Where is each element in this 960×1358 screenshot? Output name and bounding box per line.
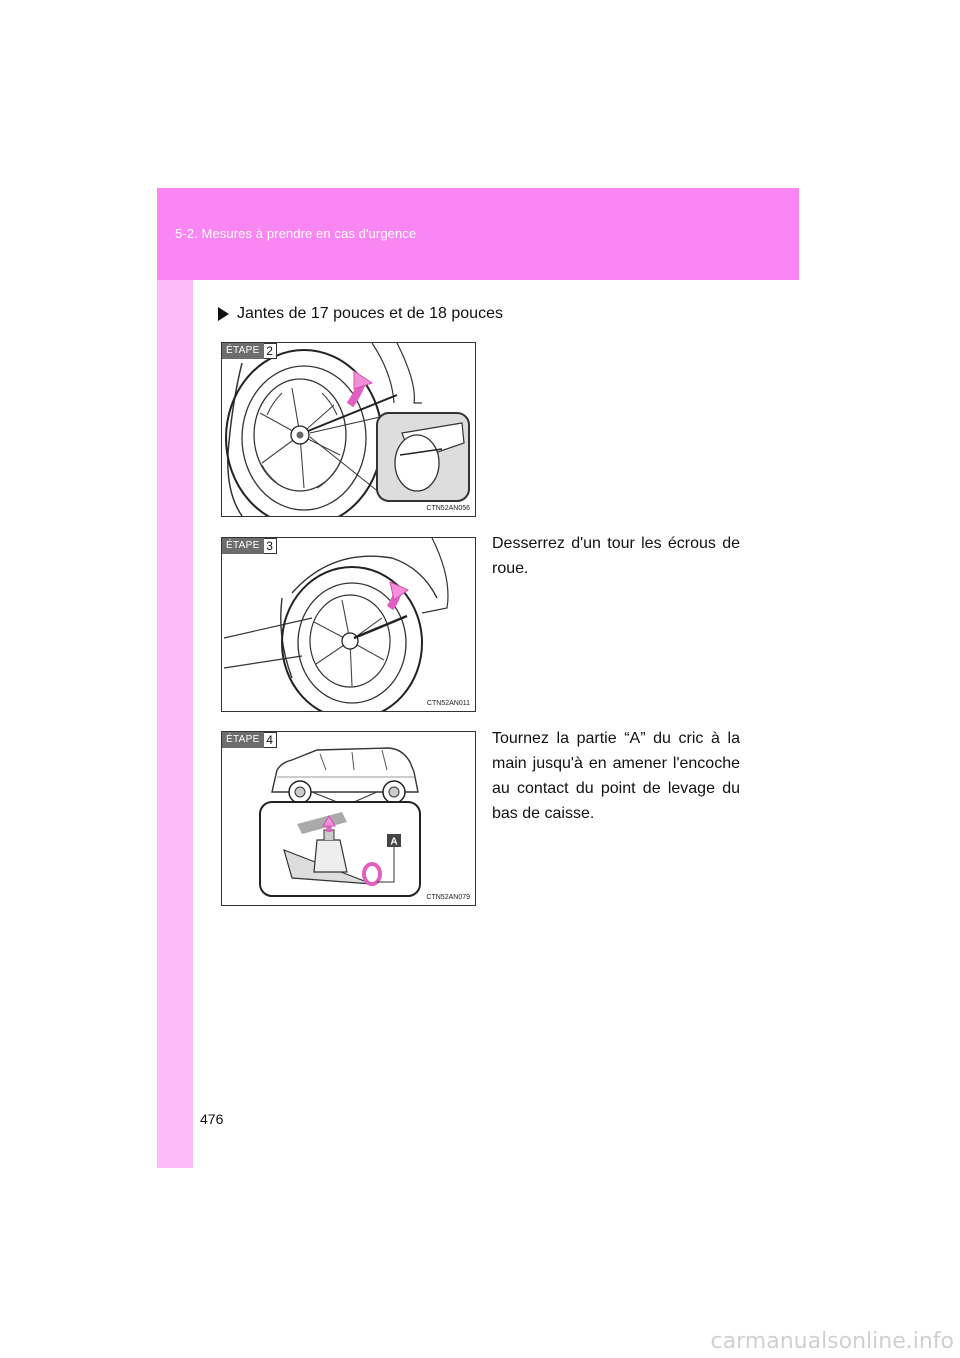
section-title-text: Jantes de 17 pouces et de 18 pouces [237,305,503,322]
step-badge [222,343,277,359]
wheel-cap-removal-illustration [222,343,475,516]
figure-step-2 [221,342,476,517]
step-badge-number: 4 [264,732,277,748]
figure-code: CTN52AN056 [426,505,470,512]
figure-code: CTN52AN079 [426,894,470,901]
step-badge-number: 3 [264,538,277,554]
jack-positioning-illustration [222,732,475,905]
step-badge-word: ÉTAPE [222,343,264,359]
chapter-header-title: 5-2. Mesures à prendre en cas d'urgence [175,226,417,241]
step-badge-word: ÉTAPE [222,538,264,554]
step-badge-word: ÉTAPE [222,732,264,748]
figure-step-3 [221,537,476,712]
page-number: 476 [200,1111,224,1127]
watermark-text: carmanualsonline.info [710,1329,954,1354]
section-title [218,305,503,323]
side-tab-strip [157,188,193,1168]
bullet-triangle-icon [218,307,229,321]
step-badge [222,538,277,554]
figure-step-4 [221,731,476,906]
step-3-instruction: Desserrez d'un tour les écrous de roue. [492,535,740,577]
loosen-lug-nuts-illustration [222,538,475,711]
step-badge [222,732,277,748]
figure-code: CTN52AN011 [426,700,470,707]
svg-text:A: A [390,836,398,848]
step-4-instruction: Tournez la partie “A” du cric à la main jusqu'à en amener l'encoche au contact du point de levage du bas de caisse. [492,730,740,822]
step-badge-number: 2 [264,343,277,359]
